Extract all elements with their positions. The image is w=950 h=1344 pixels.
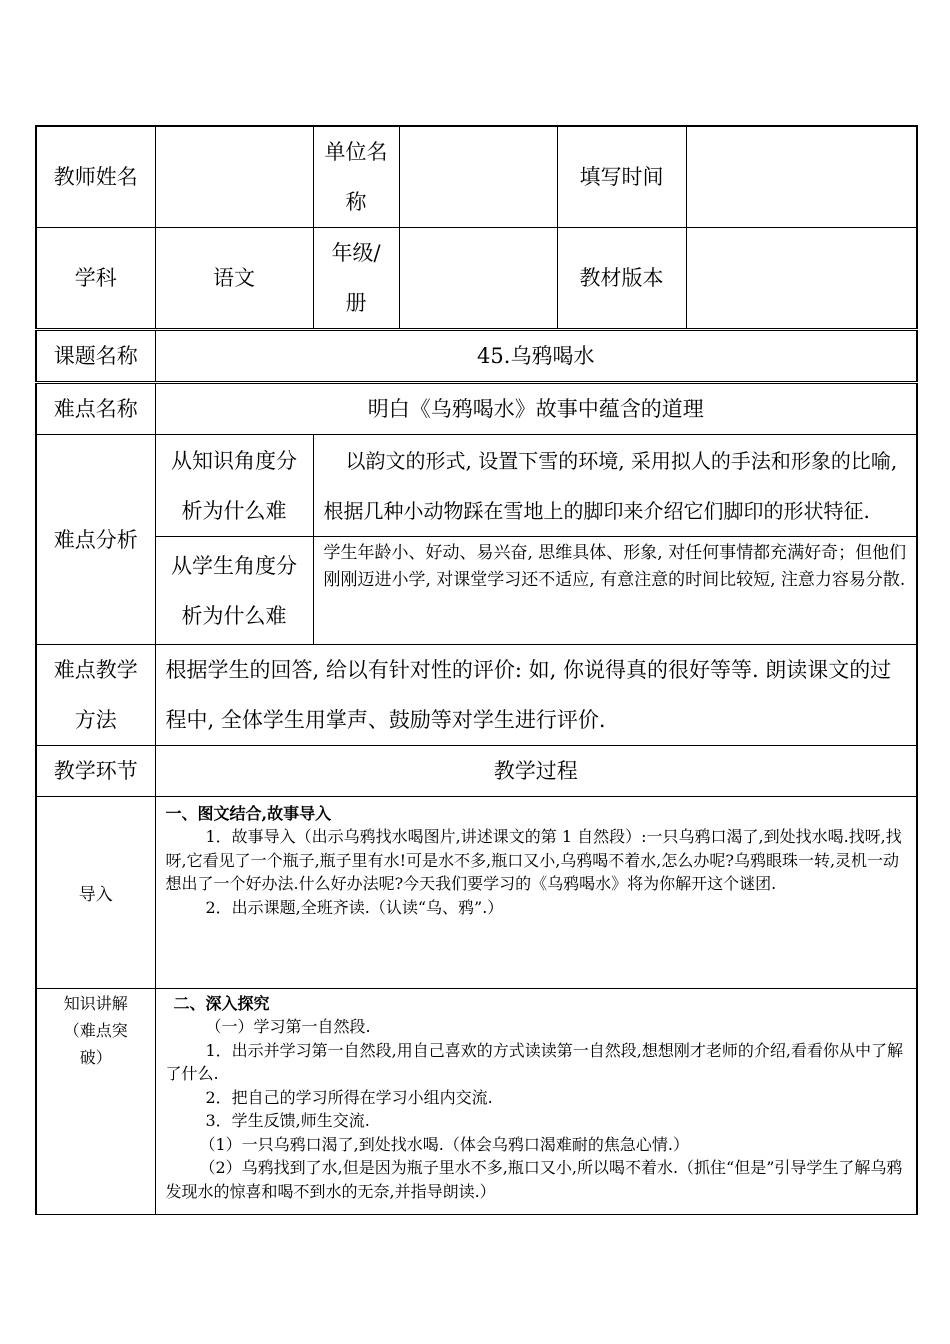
difficulty-label: 难点名称 — [36, 383, 155, 435]
textbook-label: 教材版本 — [557, 228, 686, 330]
unit-name-label-line2: 称 — [345, 190, 367, 214]
unit-name-label — [313, 126, 399, 228]
grade-label — [313, 228, 399, 330]
knowledge-content-inner — [156, 989, 917, 1039]
subject-label: 学科 — [36, 228, 155, 330]
intro-label: 导入 — [36, 797, 155, 989]
intro-content-inner — [156, 797, 917, 919]
fill-time-label: 填写时间 — [557, 126, 686, 228]
method-label — [36, 645, 155, 746]
grade-label-line1: 年级/ — [331, 241, 381, 265]
topic-row — [36, 330, 917, 383]
method-label-line2: 方法 — [74, 708, 117, 732]
analysis-student-row — [36, 537, 917, 645]
topic-label: 课题名称 — [36, 330, 155, 383]
method-label-line1: 难点教学 — [53, 658, 138, 682]
teacher-name-value — [155, 126, 313, 228]
student-angle-text: 学生年龄小、好动、易兴奋, 思维具体、形象, 对任何事情都充满好奇；但他们刚刚迈进小学, 对课堂学习还不适应, 有意注意的时间比较短, 注意力容易分散. — [323, 543, 907, 590]
process-header-label: 教学过程 — [155, 746, 917, 797]
intro-paragraph-1: 1．故事导入（出示乌鸦找水喝图片,讲述课文的第 1 自然段）:一只乌鸦口渴了,到处找水喝.找呀,找呀,它看见了一个瓶子,瓶子里有水!可是水不多,瓶口又小,乌鸦喝不着水,怎么办呢?乌鸦眼珠一转,灵机一动想出了一个好办法.什么好办法呢?今天我们要学习的《乌鸦喝水》将为你解开这个谜团. — [165, 827, 902, 893]
knowledge-angle-label — [155, 435, 313, 537]
knowledge-angle-label-line1: 从知识角度分 — [171, 448, 297, 473]
subject-value: 语文 — [155, 228, 313, 330]
intro-row — [36, 797, 917, 989]
knowledge-heading: 二、深入探究 — [173, 994, 270, 1013]
difficulty-value: 明白《乌鸦喝水》故事中蕴含的道理 — [155, 383, 917, 435]
student-angle-label — [155, 537, 313, 645]
knowledge-paragraph-5: （2）乌鸦找到了水,但是因为瓶子里水不多,瓶口又小,所以喝不着水.（抓住“但是”引导学生了解乌鸦发现水的惊喜和喝不到水的无奈,并指导朗读.） — [165, 1158, 903, 1201]
student-angle-label-line1: 从学生角度分 — [171, 553, 297, 578]
knowledge-label-line3: 破） — [79, 1048, 112, 1067]
knowledge-label-line2: （难点突 — [63, 1021, 128, 1040]
knowledge-content — [155, 989, 917, 1215]
knowledge-angle-label-line2: 析为什么难 — [181, 498, 287, 523]
knowledge-row — [36, 989, 917, 1215]
analysis-knowledge-row — [36, 435, 917, 537]
grade-label-line2: 册 — [345, 291, 367, 315]
method-text-cell — [155, 645, 917, 746]
difficulty-row — [36, 383, 917, 435]
header-row-2 — [36, 228, 917, 330]
header-row-1 — [36, 126, 917, 228]
knowledge-paragraph-1: 1．出示并学习第一自然段,用自己喜欢的方式读读第一自然段,想想刚才老师的介绍,看看你从中了解了什么. — [165, 1040, 903, 1083]
topic-value: 45.乌鸦喝水 — [155, 330, 917, 383]
lesson-plan-table — [35, 125, 918, 1215]
knowledge-label-line1: 知识讲解 — [63, 994, 128, 1013]
intro-paragraph-2: 2．出示课题,全班齐读.（认读“乌、鸦”.） — [205, 897, 504, 917]
knowledge-angle-text: 以韵文的形式, 设置下雪的环境, 采用拟人的手法和形象的比喻, 根据几种小动物踩在雪地上的脚印来介绍它们脚印的形状特征. — [323, 448, 898, 523]
unit-name-value — [399, 126, 557, 228]
intro-heading: 一、图文结合,故事导入 — [165, 804, 332, 823]
knowledge-sub-1: （一）学习第一自然段. — [205, 1017, 371, 1036]
grade-value — [399, 228, 557, 330]
method-row — [36, 645, 917, 746]
analysis-label: 难点分析 — [36, 435, 155, 645]
stage-header-label: 教学环节 — [36, 746, 155, 797]
textbook-value — [686, 228, 917, 330]
student-angle-label-line2: 析为什么难 — [181, 603, 287, 628]
knowledge-angle-text-cell — [313, 435, 917, 537]
fill-time-value — [686, 126, 917, 228]
unit-name-label-line1: 单位名 — [324, 140, 388, 164]
knowledge-body — [156, 1039, 917, 1208]
knowledge-label — [36, 989, 155, 1215]
knowledge-paragraph-2: 2．把自己的学习所得在学习小组内交流. — [205, 1087, 493, 1107]
method-text: 根据学生的回答, 给以有针对性的评价: 如, 你说得真的很好等等. 朗读课文的过程中, 全体学生用掌声、鼓励等对学生进行评价. — [165, 658, 892, 732]
knowledge-paragraph-4: （1）一只乌鸦口渴了,到处找水喝.（体会乌鸦口渴难耐的焦急心情.） — [199, 1134, 689, 1154]
teacher-name-label: 教师姓名 — [36, 126, 155, 228]
process-header-row — [36, 746, 917, 797]
student-angle-text-cell — [313, 537, 917, 645]
knowledge-paragraph-3: 3．学生反馈,师生交流. — [205, 1111, 370, 1130]
intro-content — [155, 797, 917, 989]
